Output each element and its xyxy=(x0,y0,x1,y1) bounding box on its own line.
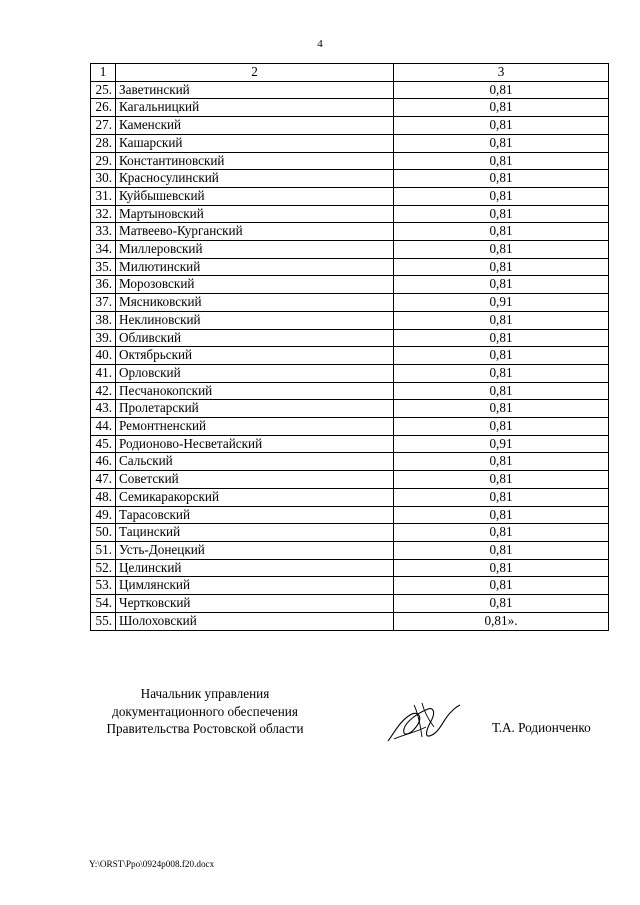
district-name: Миллеровский xyxy=(116,241,394,259)
row-number: 48. xyxy=(91,488,116,506)
row-number: 44. xyxy=(91,418,116,436)
table-row xyxy=(91,400,609,418)
table-row xyxy=(91,329,609,347)
district-name: Советский xyxy=(116,471,394,489)
districts-table xyxy=(90,63,609,631)
row-number: 40. xyxy=(91,347,116,365)
table-row xyxy=(91,152,609,170)
district-name: Цимлянский xyxy=(116,577,394,595)
coefficient-value: 0,81 xyxy=(394,205,609,223)
coefficient-value: 0,81». xyxy=(394,612,609,630)
coefficient-value: 0,81 xyxy=(394,258,609,276)
district-name: Родионово-Несветайский xyxy=(116,435,394,453)
table-row xyxy=(91,364,609,382)
coefficient-value: 0,81 xyxy=(394,577,609,595)
handwritten-signature xyxy=(384,697,464,747)
district-name: Милютинский xyxy=(116,258,394,276)
coefficient-value: 0,81 xyxy=(394,134,609,152)
coefficient-value: 0,81 xyxy=(394,241,609,259)
table-row xyxy=(91,117,609,135)
table-row xyxy=(91,577,609,595)
table-row xyxy=(91,134,609,152)
district-name: Орловский xyxy=(116,364,394,382)
coefficient-value: 0,81 xyxy=(394,329,609,347)
coefficient-value: 0,81 xyxy=(394,541,609,559)
file-path: Y:\ORST\Ppo\0924p008.f20.docx xyxy=(89,859,215,869)
coefficient-value: 0,81 xyxy=(394,506,609,524)
row-number: 55. xyxy=(91,612,116,630)
district-name: Кашарский xyxy=(116,134,394,152)
coefficient-value: 0,81 xyxy=(394,418,609,436)
district-name: Тацинский xyxy=(116,524,394,542)
district-name: Семикаракорский xyxy=(116,488,394,506)
district-name: Заветинский xyxy=(116,81,394,99)
district-name: Матвеево-Курганский xyxy=(116,223,394,241)
district-name: Сальский xyxy=(116,453,394,471)
table-row xyxy=(91,294,609,312)
table-row xyxy=(91,276,609,294)
row-number: 43. xyxy=(91,400,116,418)
coefficient-value: 0,81 xyxy=(394,400,609,418)
district-name: Тарасовский xyxy=(116,506,394,524)
table-row xyxy=(91,241,609,259)
coefficient-value: 0,81 xyxy=(394,99,609,117)
district-name: Чертковский xyxy=(116,595,394,613)
table-row xyxy=(91,524,609,542)
coefficient-value: 0,81 xyxy=(394,595,609,613)
row-number: 28. xyxy=(91,134,116,152)
table-row xyxy=(91,347,609,365)
row-number: 42. xyxy=(91,382,116,400)
row-number: 32. xyxy=(91,205,116,223)
row-number: 47. xyxy=(91,471,116,489)
district-name: Константиновский xyxy=(116,152,394,170)
row-number: 49. xyxy=(91,506,116,524)
district-name: Каменский xyxy=(116,117,394,135)
table-row xyxy=(91,382,609,400)
header-cell-number: 1 xyxy=(91,64,116,82)
table-row xyxy=(91,258,609,276)
position-line-2: документационного обеспечения xyxy=(112,703,298,719)
table-row xyxy=(91,170,609,188)
table-row xyxy=(91,223,609,241)
table-row xyxy=(91,311,609,329)
district-name: Обливский xyxy=(116,329,394,347)
row-number: 27. xyxy=(91,117,116,135)
row-number: 33. xyxy=(91,223,116,241)
coefficient-value: 0,81 xyxy=(394,524,609,542)
district-name: Ремонтненский xyxy=(116,418,394,436)
row-number: 25. xyxy=(91,81,116,99)
coefficient-value: 0,81 xyxy=(394,559,609,577)
table-row xyxy=(91,559,609,577)
row-number: 34. xyxy=(91,241,116,259)
coefficient-value: 0,81 xyxy=(394,81,609,99)
row-number: 52. xyxy=(91,559,116,577)
table-row xyxy=(91,612,609,630)
header-cell-value: 3 xyxy=(394,64,609,82)
signer-name: Т.А. Родионченко xyxy=(492,720,591,735)
row-number: 39. xyxy=(91,329,116,347)
table-row xyxy=(91,99,609,117)
row-number: 36. xyxy=(91,276,116,294)
position-line-3: Правительства Ростовской области xyxy=(106,721,304,736)
coefficient-value: 0,81 xyxy=(394,117,609,135)
coefficient-value: 0,81 xyxy=(394,152,609,170)
table-row xyxy=(91,453,609,471)
header-cell-name: 2 xyxy=(116,64,394,82)
coefficient-value: 0,81 xyxy=(394,276,609,294)
district-name: Красносулинский xyxy=(116,170,394,188)
row-number: 51. xyxy=(91,541,116,559)
table-row xyxy=(91,541,609,559)
page-number: 4 xyxy=(317,38,323,50)
row-number: 46. xyxy=(91,453,116,471)
coefficient-value: 0,81 xyxy=(394,382,609,400)
district-name: Шолоховский xyxy=(116,612,394,630)
row-number: 38. xyxy=(91,311,116,329)
district-name: Морозовский xyxy=(116,276,394,294)
table-row xyxy=(91,506,609,524)
table-row xyxy=(91,471,609,489)
district-name: Целинский xyxy=(116,559,394,577)
table-row xyxy=(91,81,609,99)
row-number: 26. xyxy=(91,99,116,117)
row-number: 30. xyxy=(91,170,116,188)
district-name: Октябрьский xyxy=(116,347,394,365)
row-number: 54. xyxy=(91,595,116,613)
district-name: Мясниковский xyxy=(116,294,394,312)
coefficient-value: 0,81 xyxy=(394,187,609,205)
coefficient-value: 0,81 xyxy=(394,223,609,241)
signature-block xyxy=(89,685,321,738)
coefficient-value: 0,81 xyxy=(394,347,609,365)
table-row xyxy=(91,205,609,223)
row-number: 53. xyxy=(91,577,116,595)
table-row xyxy=(91,187,609,205)
table-row xyxy=(91,418,609,436)
row-number: 31. xyxy=(91,187,116,205)
row-number: 50. xyxy=(91,524,116,542)
district-name: Пролетарский xyxy=(116,400,394,418)
row-number: 41. xyxy=(91,364,116,382)
coefficient-value: 0,81 xyxy=(394,364,609,382)
district-name: Усть-Донецкий xyxy=(116,541,394,559)
row-number: 37. xyxy=(91,294,116,312)
coefficient-value: 0,81 xyxy=(394,170,609,188)
coefficient-value: 0,81 xyxy=(394,471,609,489)
coefficient-value: 0,81 xyxy=(394,311,609,329)
table-body xyxy=(91,81,609,630)
district-name: Кагальницкий xyxy=(116,99,394,117)
table-row xyxy=(91,435,609,453)
coefficient-value: 0,91 xyxy=(394,435,609,453)
district-name: Куйбышевский xyxy=(116,187,394,205)
district-name: Песчанокопский xyxy=(116,382,394,400)
table-row xyxy=(91,595,609,613)
row-number: 45. xyxy=(91,435,116,453)
table-row xyxy=(91,488,609,506)
coefficient-value: 0,91 xyxy=(394,294,609,312)
district-name: Мартыновский xyxy=(116,205,394,223)
table-header-row xyxy=(91,64,609,82)
coefficient-value: 0,81 xyxy=(394,488,609,506)
position-line-1: Начальник управления xyxy=(140,686,270,701)
row-number: 35. xyxy=(91,258,116,276)
row-number: 29. xyxy=(91,152,116,170)
district-name: Неклиновский xyxy=(116,311,394,329)
coefficient-value: 0,81 xyxy=(394,453,609,471)
